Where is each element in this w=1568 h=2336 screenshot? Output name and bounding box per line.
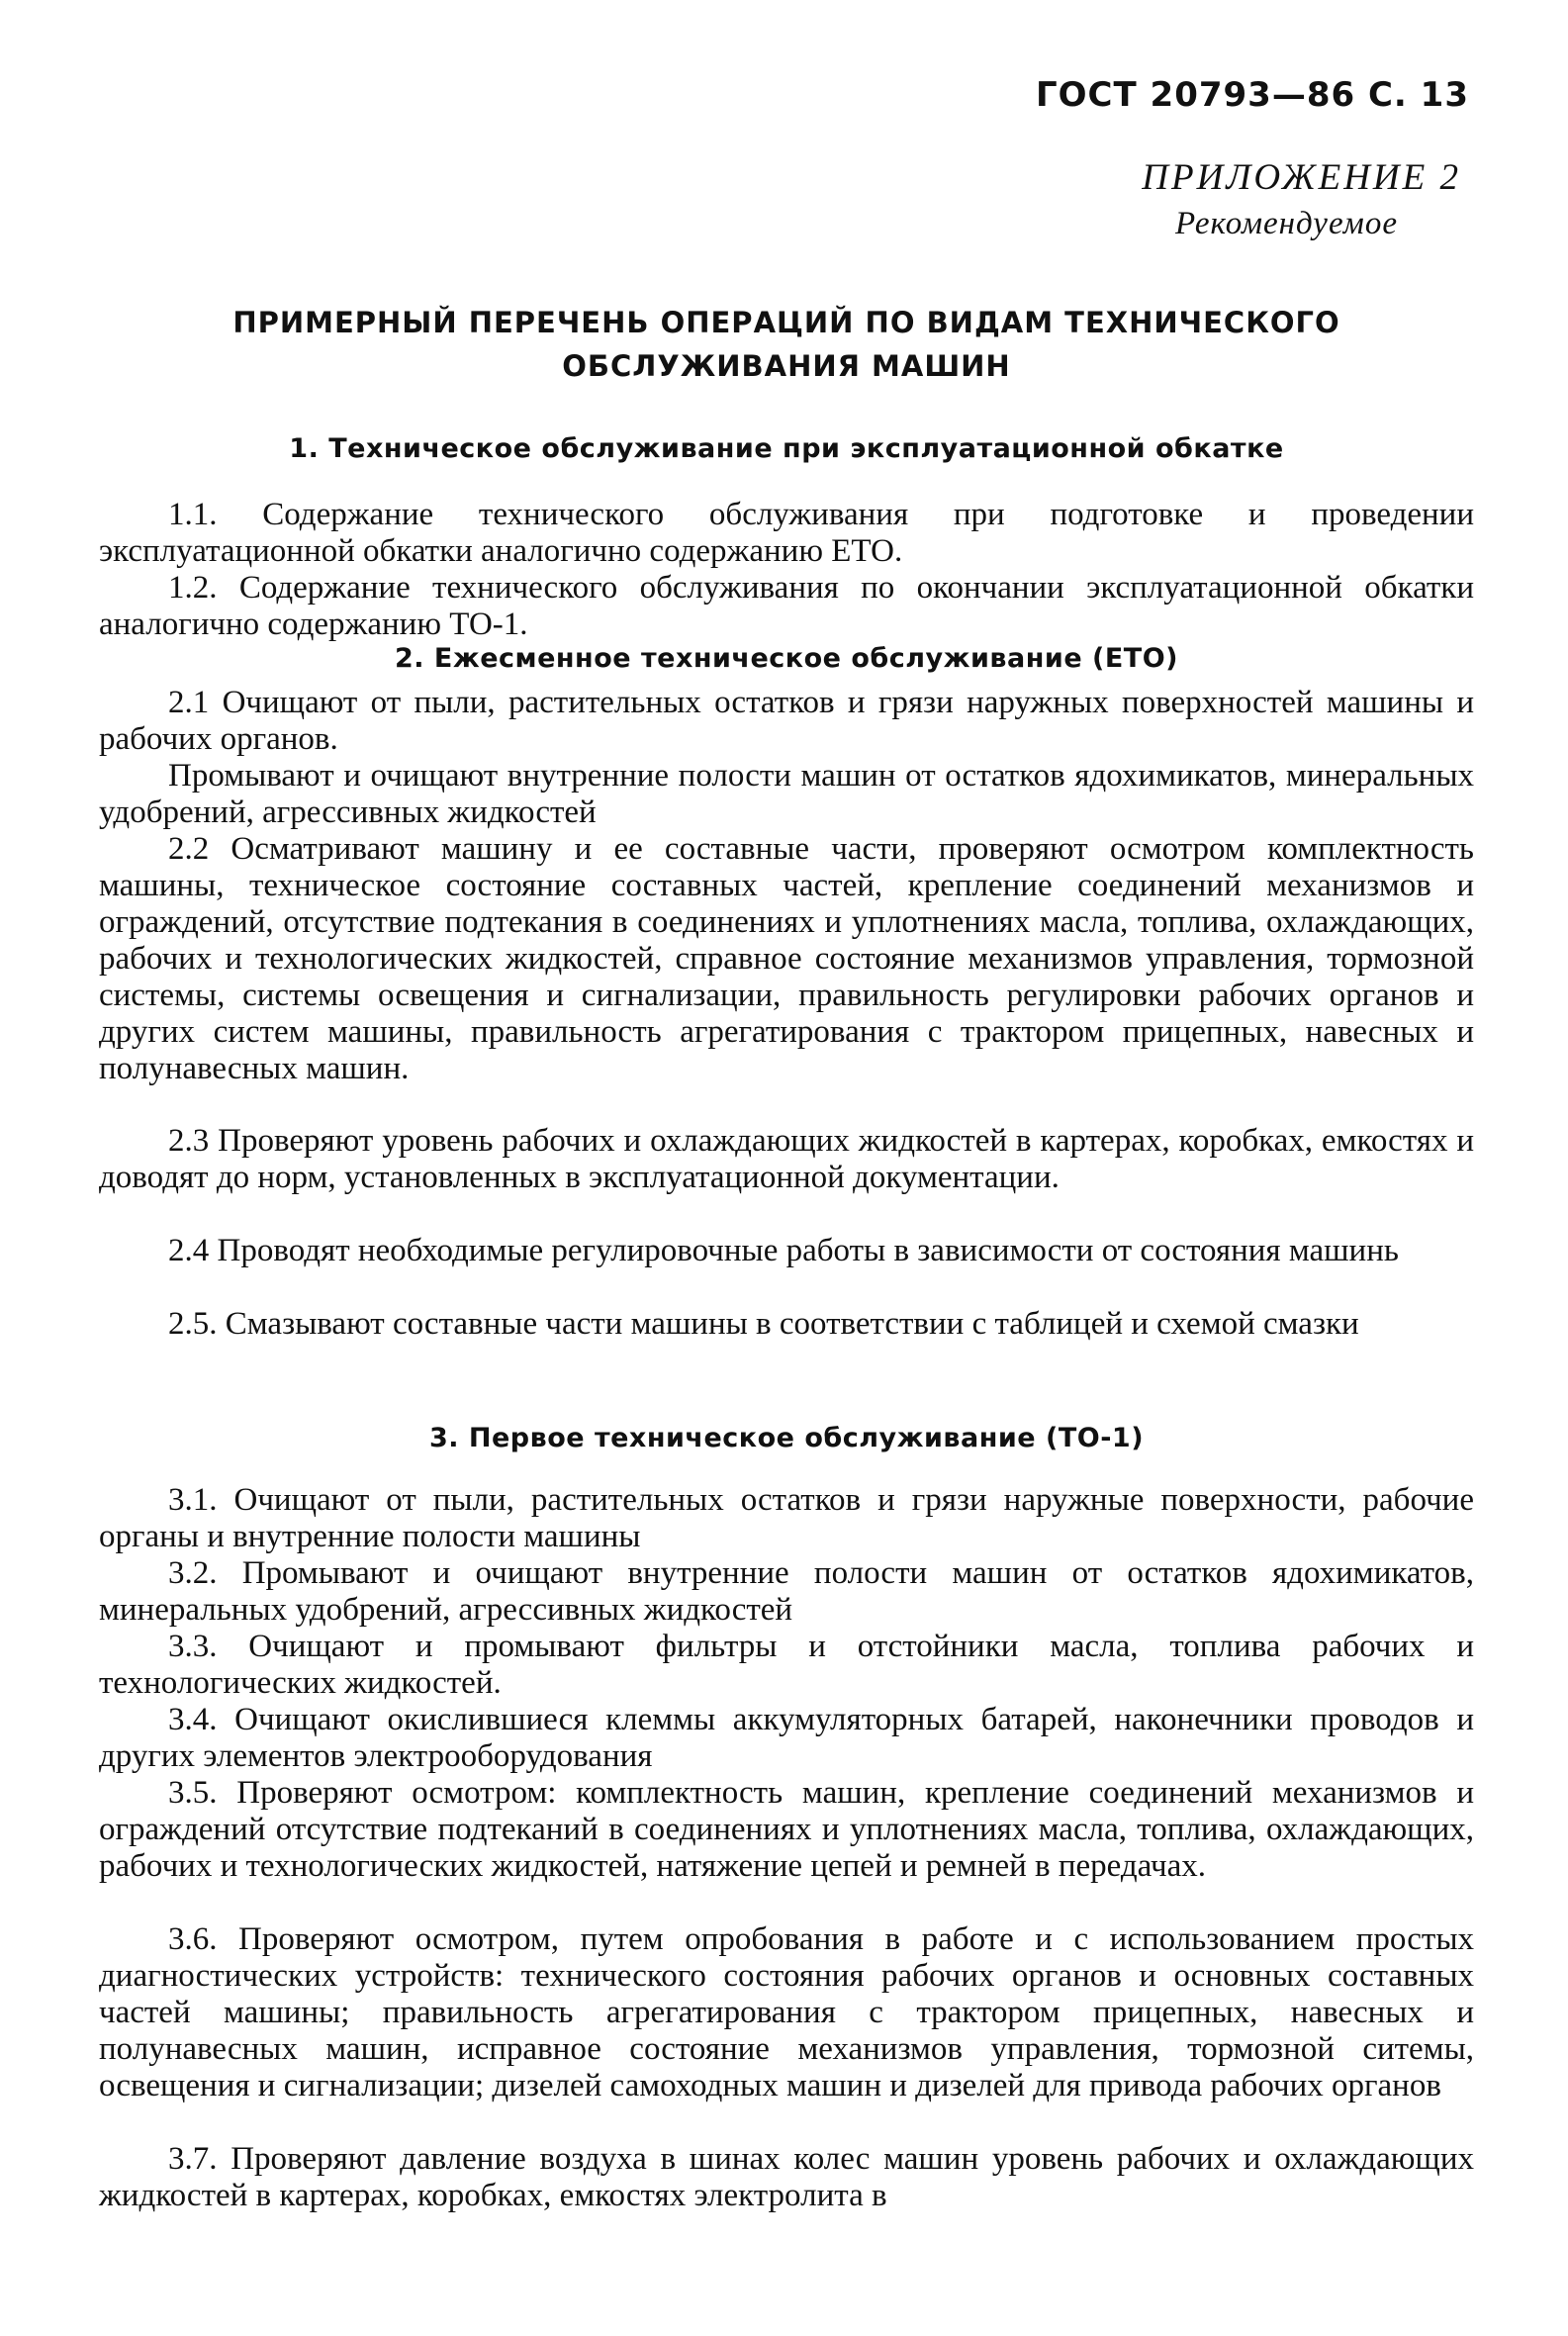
section-3-title: 3. Первое техническое обслуживание (ТО-1): [428, 1423, 1145, 1453]
paragraph-2-1-cont: Промывают и очищают внутренние полости машин от остатков ядохимикатов, минеральных удобрений, агрессивных жидкостей: [99, 758, 1474, 830]
paragraph-2-5: 2.5. Смазывают составные части машины в соответствии с таблицей и схемой смазки: [168, 1306, 1359, 1342]
paragraph-3-5: 3.5. Проверяют осмотром: комплектность машин, крепление соединений механизмов и ограждений отсутствие подтеканий в соединениях и уплотнениях масла, топлива, охлаждающих, рабочих и технологических жидкостей, натяжение цепей и ремней в передачах.: [99, 1775, 1474, 1884]
paragraph-3-3: 3.3. Очищают и промывают фильтры и отстойники масла, топлива рабочих и технологических жидкостей.: [99, 1629, 1474, 1701]
paragraph-3-1: 3.1. Очищают от пыли, растительных остатков и грязи наружные поверхности, рабочие органы и внутренние полости машины: [99, 1482, 1474, 1554]
document-title-line-1: ПРИМЕРНЫЙ ПЕРЕЧЕНЬ ОПЕРАЦИЙ ПО ВИДАМ ТЕХНИЧЕСКОГО: [232, 306, 1340, 339]
paragraph-3-7: 3.7. Проверяют давление воздуха в шинах колес машин уровень рабочих и охлаждающих жидкостей в картерах, коробках, емкостях электролита в: [99, 2141, 1474, 2213]
section-2-title: 2. Ежесменное техническое обслуживание (ЕТО): [394, 643, 1179, 674]
section-1-title: 1. Техническое обслуживание при эксплуатационной обкатке: [289, 433, 1284, 464]
paragraph-2-1: 2.1 Очищают от пыли, растительных остатков и грязи наружных поверхностей машины и рабочих органов.: [99, 685, 1474, 757]
paragraph-2-3: 2.3 Проверяют уровень рабочих и охлаждающих жидкостей в картерах, коробках, емкостях и доводят до норм, установленных в эксплуатационной документации.: [99, 1123, 1474, 1195]
paragraph-3-2: 3.2. Промывают и очищают внутренние полости машин от остатков ядохимикатов, минеральных удобрений, агрессивных жидкостей: [99, 1555, 1474, 1628]
running-head: ГОСТ 20793—86 С. 13: [1035, 75, 1469, 115]
paragraph-1-2: 1.2. Содержание технического обслуживания по окончании эксплуатационной обкатки аналогично содержанию ТО-1.: [99, 570, 1474, 642]
document-title: [148, 301, 1425, 388]
document-title-line-2: ОБСЛУЖИВАНИЯ МАШИН: [562, 349, 1011, 383]
paragraph-3-4: 3.4. Очищают окислившиеся клеммы аккумуляторных батарей, наконечники проводов и других элементов электрооборудования: [99, 1702, 1474, 1774]
paragraph-2-2: 2.2 Осматривают машину и ее составные части, проверяют осмотром комплектность машины, техническое состояние составных частей, крепление соединений механизмов и ограждений, отсутствие подтекания в соединениях и уплотнениях масла, топлива, охлаждающих, рабочих и технологических жидкостей, справное состояние механизмов управления, тормозной системы, системы освещения и сигнализации, правильность регулировки рабочих органов и других систем машины, правильность агрегатирования с трактором прицепных, навесных и полунавесных машин.: [99, 831, 1474, 1086]
appendix-status: Рекомендуемое: [1174, 206, 1398, 241]
paragraph-1-1: 1.1. Содержание технического обслуживания при подготовке и проведении эксплуатационной обкатки аналогично содержанию ЕТО.: [99, 497, 1474, 569]
appendix-label: ПРИЛОЖЕНИЕ 2: [1142, 157, 1461, 198]
paragraph-3-6: 3.6. Проверяют осмотром, путем опробования в работе и с использованием простых диагностических устройств: технического состояния рабочих органов и основных составных частей машины; правильность агрегатирования с трактором прицепных, навесных и полунавесных машин, исправное состояние механизмов управления, тормозной ситемы, освещения и сигнализации; дизелей самоходных машин и дизелей для привода рабочих органов: [99, 1921, 1474, 2103]
paragraph-2-4: 2.4 Проводят необходимые регулировочные работы в зависимости от состояния машинь: [168, 1233, 1399, 1268]
